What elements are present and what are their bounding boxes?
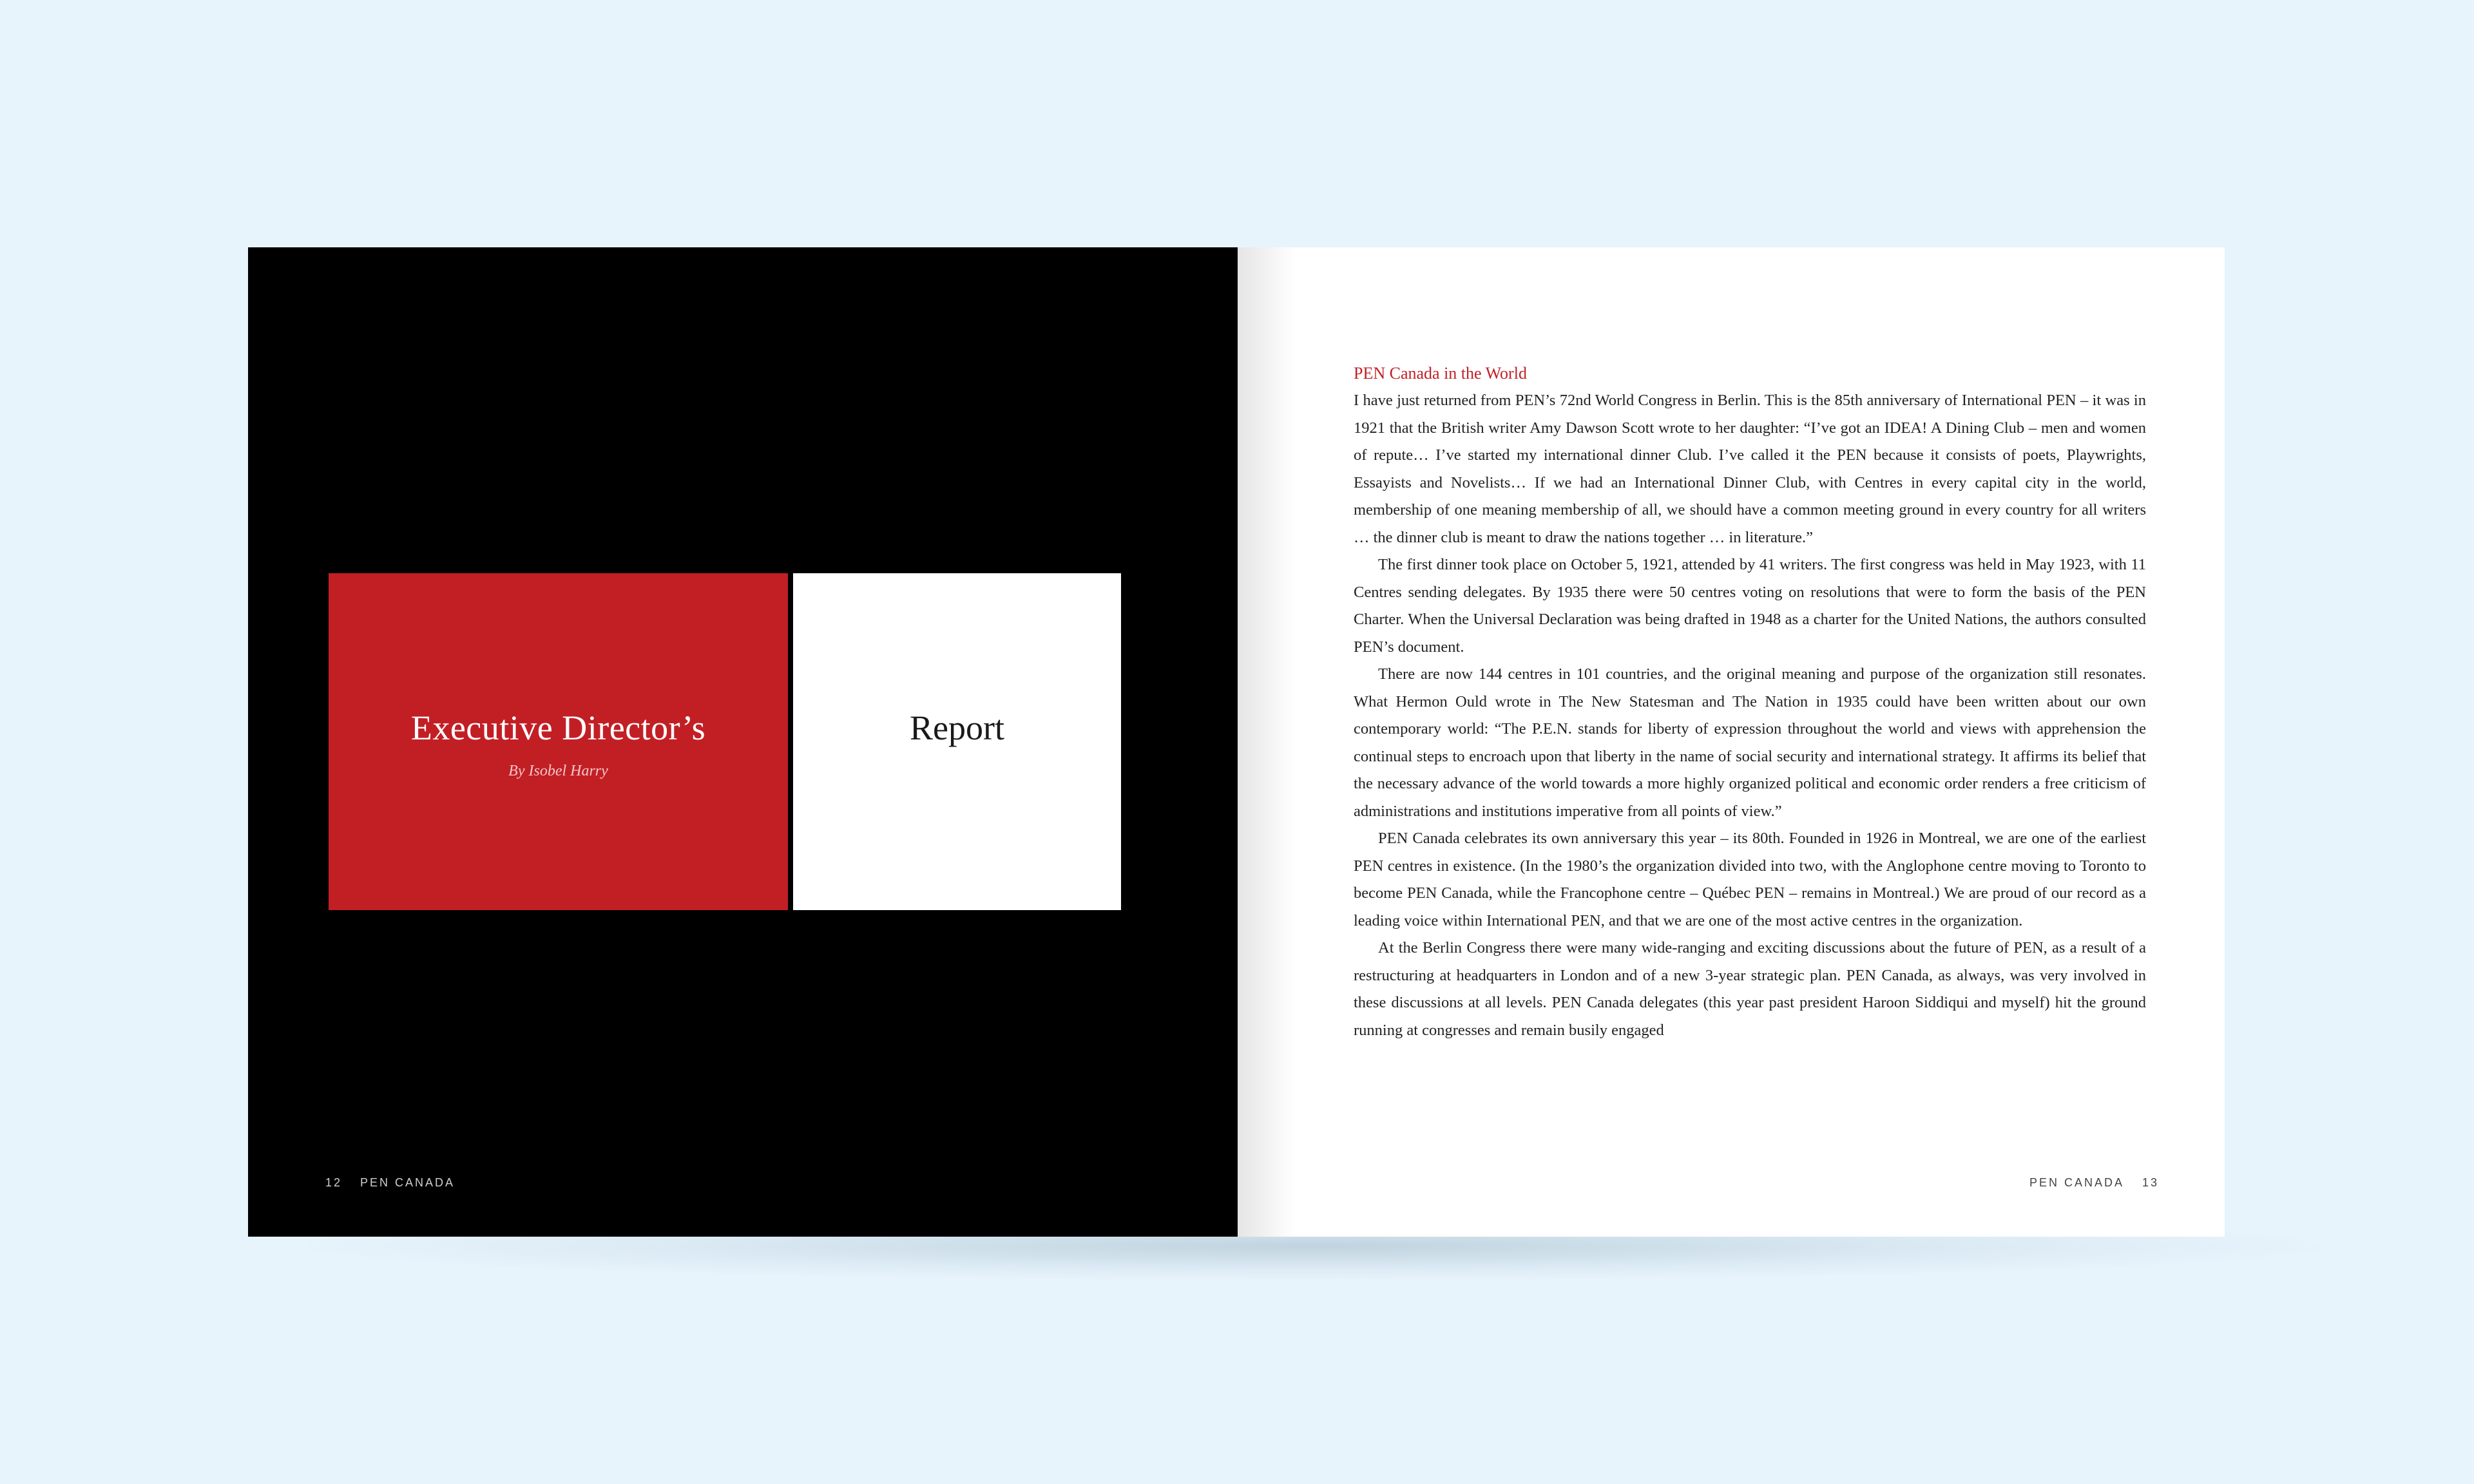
left-folio-label: PEN CANADA (360, 1176, 455, 1189)
right-page-folio (2029, 1176, 2159, 1190)
title-block-red (329, 573, 788, 910)
report-byline: By Isobel Harry (508, 763, 608, 779)
article-body (1354, 364, 2146, 1044)
paragraph-2: The first dinner took place on October 5, 1921, attended by 41 writers. The first congress was held in May 1923, with 11 Centres sending delegates. By 1935 there were 50 centres voting on resolutions that were to form the basis of the PEN Charter. When the Universal Declaration was being drafted in 1948 as a charter for the United Nations, the authors consulted PEN’s document. (1354, 556, 2146, 656)
paragraph-1: I have just returned from PEN’s 72nd World Congress in Berlin. This is the 85th anniversary of International PEN – it was in 1921 that the British writer Amy Dawson Scott wrote to her daughter: “I’ve got an IDEA! A Dining Club – men and women of repute… I’ve started my international dinner Club. I’ve called it the PEN because it consists of poets, Playwrights, Essayists and Novelists… If we had an International Dinner Club, with Centres in every capital city in the world, membership of one meaning membership of all, we should have a common meeting ground in every country for all writers … the dinner club is meant to draw the nations together … in literature.” (1354, 392, 2146, 546)
paragraph-5: At the Berlin Congress there were many wide-ranging and exciting discussions about the future of PEN, as a result of a restructuring at headquarters in London and of a new 3-year strategic plan. PEN Canada, as always, was very involved in these discussions at all levels. PEN Canada delegates (this year past president Haroon Siddiqui and myself) hit the ground running at congresses and remain busily engaged (1354, 939, 2146, 1039)
section-heading: PEN Canada in the World (1354, 364, 1527, 383)
paragraph-3: There are now 144 centres in 101 countries, and the original meaning and purpose of the organization still resonates. What Hermon Ould wrote in The New Statesman and The Nation in 1935 could have been written about our own contemporary world: “The P.E.N. stands for liberty of expression throughout the world and views with apprehension the continual steps to encroach upon that liberty in the name of social security and international strategy. It affirms its belief that the necessary advance of the world towards a more highly organized political and economic order renders a free criticism of administrations and institutions imperative from all points of view.” (1354, 665, 2146, 820)
right-folio-number: 13 (2142, 1176, 2160, 1189)
right-folio-label: PEN CANADA (2029, 1176, 2125, 1189)
report-title: Executive Director’s (410, 709, 706, 747)
left-folio-number: 12 (325, 1176, 343, 1189)
left-page-folio (325, 1176, 455, 1190)
report-word: Report (910, 709, 1004, 747)
paragraph-4: PEN Canada celebrates its own anniversary this year – its 80th. Founded in 1926 in Montreal, we are one of the earliest PEN centres in existence. (In the 1980’s the organization divided into two, with the Anglophone centre moving to Toronto to become PEN Canada, while the Francophone centre – Québec PEN – remains in Montreal.) We are proud of our record as a leading voice within International PEN, and that we are one of the most active centres in the organization. (1354, 830, 2146, 929)
page-gutter (1238, 247, 1296, 1237)
title-block-white (793, 573, 1121, 910)
